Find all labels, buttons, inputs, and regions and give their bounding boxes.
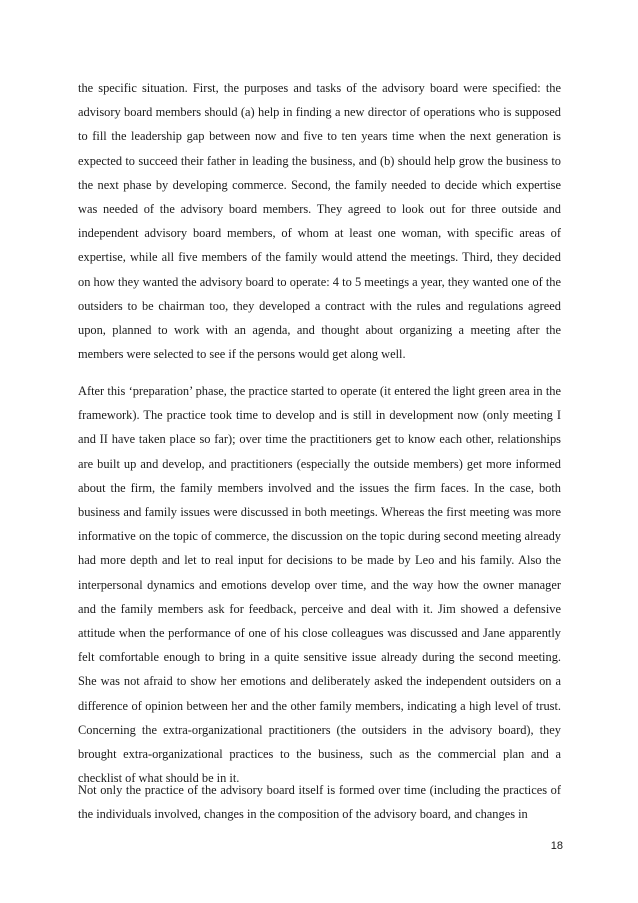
body-paragraph-2: After this ‘preparation’ phase, the practice started to operate (it entered the light green area in the framework). The practice took time to develop and is still in development now (only meeting I and II have taken place so far); over time the practitioners get to know each other, relationships are built up and develop, and practitioners (especially the outside members) get more informed about the firm, the family members involved and the issues the firm faces. In the case, both business and family issues were discussed in both meetings. Whereas the first meeting was more informative on the topic of commerce, the discussion on the topic during second meeting already had more depth and let to real input for decisions to be made by Leo and his family. Also the interpersonal dynamics and emotions develop over time, and the way how the owner manager and the family members ask for feedback, perceive and deal with it. Jim showed a defensive attitude when the performance of one of his close colleagues was discussed and Jane apparently felt comfortable enough to bring in a quite sensitive issue already during the second meeting. She was not afraid to show her emotions and deliberately asked the independent outsiders on a difference of opinion between her and the other family members, indicating a high level of trust. Concerning the extra-organizational practitioners (the outsiders in the advisory board), they brought extra-organizational practices to the business, such as the commercial plan and a checklist of what should be in it.	[78, 384, 561, 786]
body-paragraph-3: Not only the practice of the advisory board itself is formed over time (including the practices of the individuals involved, changes in the composition of the advisory board, and changes in	[78, 783, 561, 822]
page-number: 18	[550, 840, 563, 852]
body-paragraph-1: the specific situation. First, the purposes and tasks of the advisory board were specified: the advisory board members should (a) help in finding a new director of operations who is supposed to fill the leadership gap between now and five to ten years time when the next generation is expected to succeed their father in leading the business, and (b) should help grow the business to the next phase by developing commerce. Second, the family needed to decide which expertise was needed of the advisory board members. They agreed to look out for three outside and independent advisory board members, of whom at least one woman, with specific areas of expertise, while all five members of the family would attend the meetings. Third, they decided on how they wanted the advisory board to operate: 4 to 5 meetings a year, they wanted one of the outsiders to be chairman too, they developed a contract with the rules and regulations agreed upon, planned to work with an agenda, and thought about organizing a meeting after the members were selected to see if the persons would get along well.	[78, 81, 561, 362]
